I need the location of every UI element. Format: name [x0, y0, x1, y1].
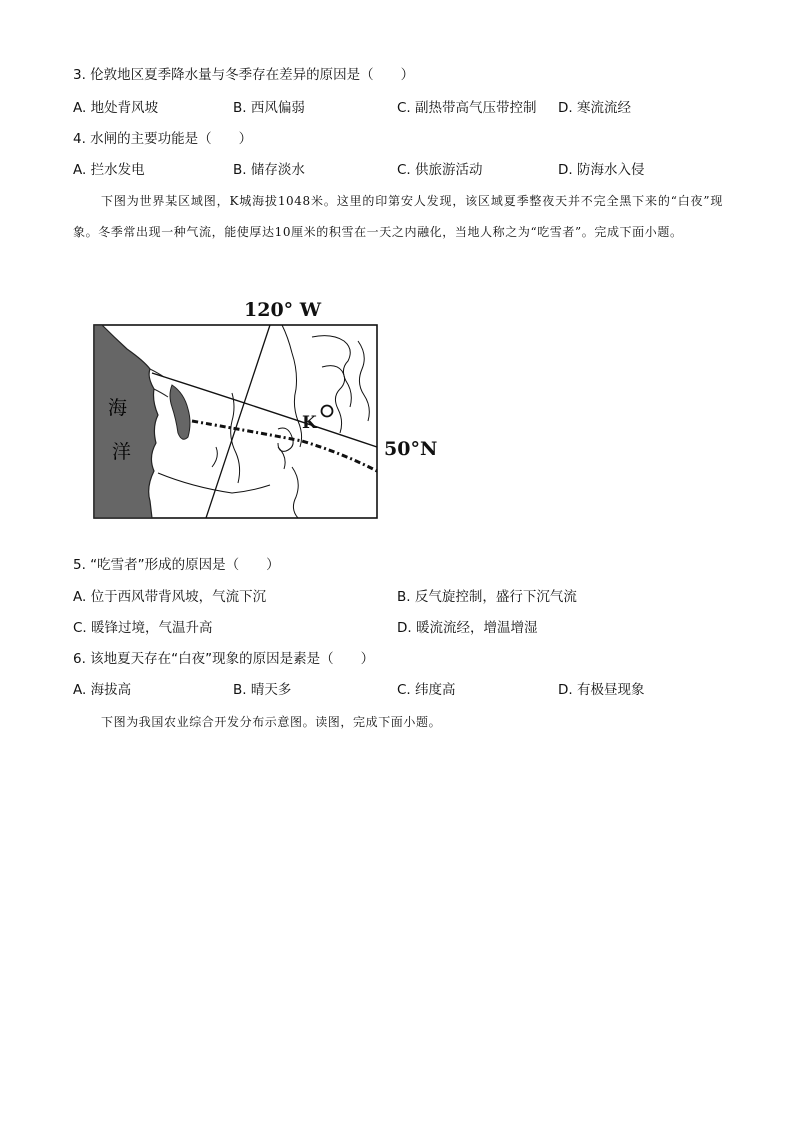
q5-option-c: C. 暖锋过境，气温升高: [73, 620, 213, 636]
q6-option-b: B. 晴天多: [233, 682, 292, 698]
region-map-svg: [92, 297, 437, 523]
q3-option-b: B. 西风偏弱: [233, 100, 305, 116]
q3-stem: 3. 伦敦地区夏季降水量与冬季存在差异的原因是（ ）: [73, 67, 415, 83]
q4-option-d: D. 防海水入侵: [558, 162, 645, 178]
ocean-label-2: 洋: [112, 441, 132, 463]
q3-option-d: D. 寒流流经: [558, 100, 631, 116]
q4-option-b: B. 储存淡水: [233, 162, 305, 178]
region-map: [92, 297, 437, 523]
q5-option-a: A. 位于西风带背风坡，气流下沉: [73, 589, 267, 605]
q3-option-c: C. 副热带高气压带控制: [397, 100, 537, 116]
q4-stem: 4. 水闸的主要功能是（ ）: [73, 131, 253, 147]
longitude-label: 120° W: [244, 299, 322, 321]
city-k-label: K: [302, 413, 317, 433]
ocean-label-1: 海: [108, 397, 128, 419]
passage-2: 下图为我国农业综合开发分布示意图。读图，完成下面小题。: [101, 715, 442, 729]
passage: 下图为世界某区域图，K城海拔1048米。这里的印第安人发现，该区域夏季整夜天并不完全黑下来的“白夜”现象。冬季常出现一种气流，能使厚达10厘米的积雪在一天之内融化，当地人称之为“吃雪者”。完成下面小题。: [73, 194, 723, 239]
q5-option-d: D. 暖流流经，增温增湿: [397, 620, 538, 636]
city-k-marker: [322, 406, 333, 417]
q5-stem: 5. “吃雪者”形成的原因是（ ）: [73, 557, 280, 573]
q4-option-a: A. 拦水发电: [73, 162, 145, 178]
latitude-label: 50°N: [384, 438, 438, 460]
q4-option-c: C. 供旅游活动: [397, 162, 483, 178]
q6-option-a: A. 海拔高: [73, 682, 132, 698]
q6-stem: 6. 该地夏天存在“白夜”现象的原因是素是（ ）: [73, 651, 375, 667]
q5-option-b: B. 反气旋控制，盛行下沉气流: [397, 589, 577, 605]
q6-option-d: D. 有极昼现象: [558, 682, 645, 698]
q3-option-a: A. 地处背风坡: [73, 100, 159, 116]
q6-option-c: C. 纬度高: [397, 682, 456, 698]
